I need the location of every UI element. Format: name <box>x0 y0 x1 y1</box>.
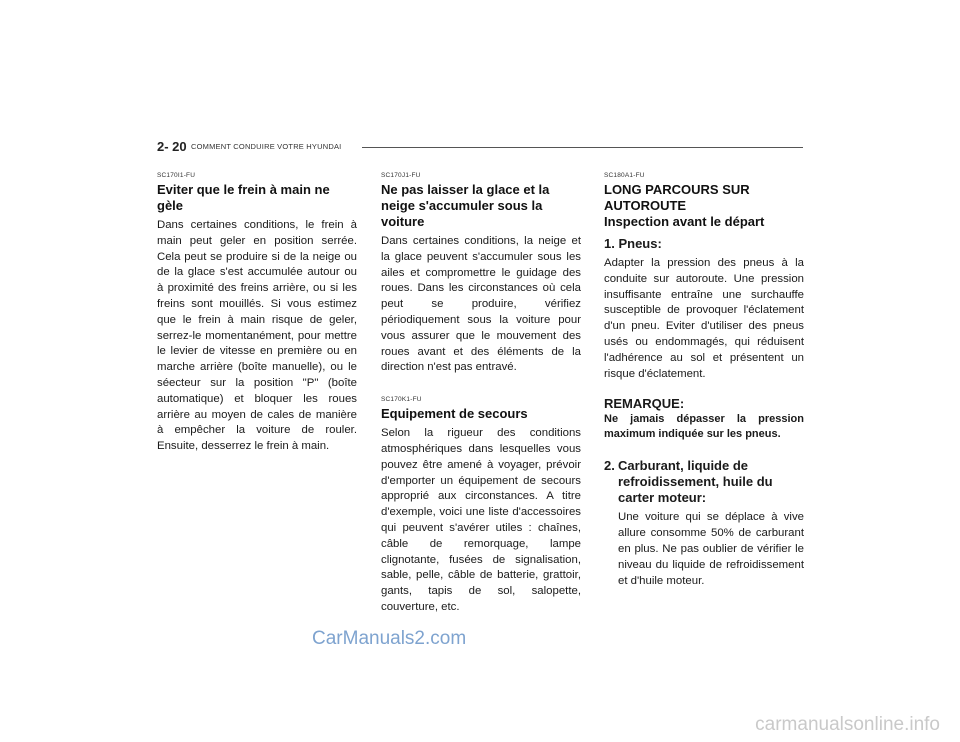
section-subheading: Inspection avant le départ <box>604 214 765 229</box>
section-code: SC170J1-FU <box>381 172 421 179</box>
remark-body: Ne jamais dépasser la pression maximum indiquée sur les pneus. <box>604 413 804 441</box>
section-heading: Eviter que le frein à main ne gèle <box>157 182 330 213</box>
section-body: Dans certaines conditions, le frein à main peut geler en position serrée. Cela peut se produire si de la neige ou de la glace s'est accumulée autour ou à proximité des freins arrière, ou si les freins sont mouillés. Si vous estimez que le frein à main risque de geler, serrez-le momentanément, pour mettre le levier de vitesse en première ou en marche arrière (boîte manuelle), ou le séecteur sur la position "P" (boîte automatique) et bloquer les roues arrière au moyen de cales de manière à empêcher la voiture de rouler. Ensuite, desserrez le frein à main. <box>157 219 357 453</box>
section-heading: Equipement de secours <box>381 406 528 422</box>
remark-title: REMARQUE: <box>604 396 685 412</box>
section-code: SC170K1-FU <box>381 396 422 404</box>
section-heading: Ne pas laisser la glace et la neige s'accumuler sous la voiture <box>381 182 550 229</box>
item-2-number: 2. <box>604 458 615 474</box>
section-gap <box>381 376 581 396</box>
carmanuals-watermark: CarManuals2.com <box>312 628 467 649</box>
page-header <box>157 139 803 155</box>
section-code: SC180A1-FU <box>604 172 645 179</box>
section-heading: LONG PARCOURS SUR AUTOROUTE <box>604 182 750 213</box>
item-2-body: Une voiture qui se déplace à vive allure consomme 50% de carburant en plus. Ne pas oublier de vérifier le niveau du liquide de refroidissement et d'huile moteur. <box>618 511 804 587</box>
section-code: SC170I1-FU <box>157 172 196 179</box>
item-2-heading-text: Carburant, liquide de refroidissement, huile du carter moteur: <box>618 458 773 506</box>
item-1-body: Adapter la pression des pneus à la conduite sur autoroute. Une pression insuffisante entraîne une surchauffe susceptible de provoquer l'éclatement d'un pneu. Eviter d'utiliser des pneus usés ou endommagés, qui réduisent l'adhérence au sol et présentent un risque d'éclatement. <box>604 257 804 380</box>
section-body: Selon la rigueur des conditions atmosphériques dans lesquelles vous pouvez être amené à voyager, prévoir d'emporter un équipement de secours approprié aux circonstances. A titre d'exemple, voici une liste d'accessoires qui peuvent s'avérer utiles : chaînes, câble de remorquage, lampe clignotante, fusées de signalisation, sable, pelle, câble de batterie, grattoir, gants, tapis de sol, salopette, couverture, etc. <box>381 427 581 613</box>
item-1-heading: 1. Pneus: <box>604 236 662 251</box>
footer-watermark: carmanualsonline.info <box>755 714 940 735</box>
section-body: Dans certaines conditions, la neige et la glace peuvent s'accumuler sous les ailes et compromettre le guidage des roues. Dans les circonstances où cela peut se produire, vérifiez périodiquement sous la voiture pour vous assurer que le mouvement des roues avant et des éléments de la direction n'est pas entravé. <box>381 235 581 374</box>
item-2-heading <box>604 458 804 506</box>
page-number: 2- 20 <box>157 139 187 154</box>
chapter-title: COMMENT CONDUIRE VOTRE HYUNDAI <box>191 142 342 151</box>
column-1 <box>157 172 357 455</box>
column-3 <box>604 172 804 589</box>
column-2 <box>381 172 581 616</box>
header-rule <box>362 147 803 148</box>
